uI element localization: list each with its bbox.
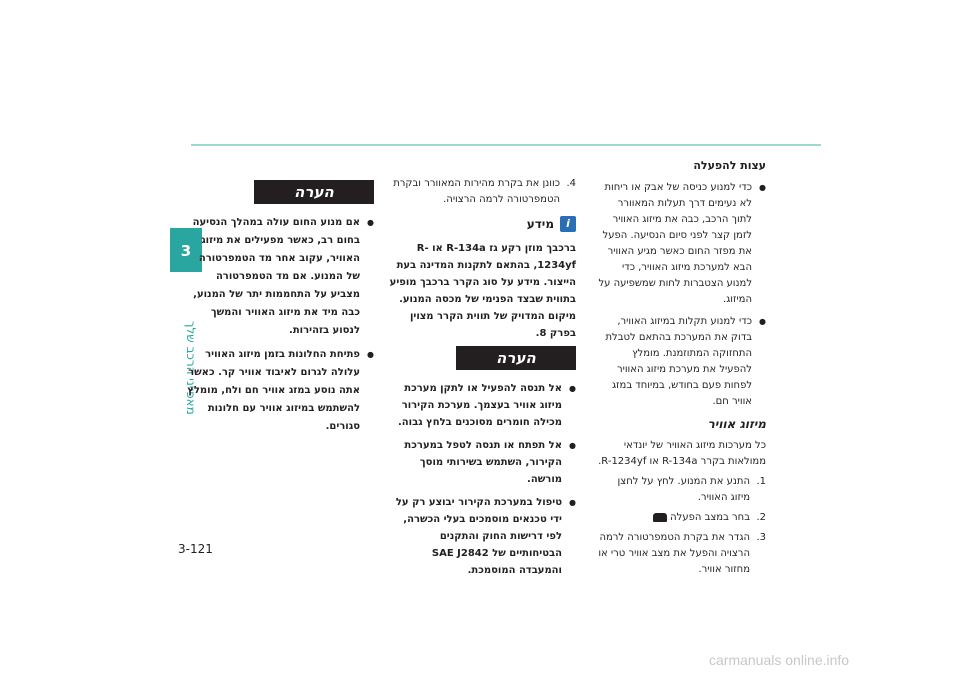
step-1-number: 1. (756, 476, 766, 487)
warning-banner-left: הערה (254, 180, 374, 204)
chapter-title: מאפייני הרכב שלך (184, 321, 198, 415)
warning-bullet-3: ● טיפול במערכת הקירור יבוצע רק על ידי טכנאים מוסמכים בעלי הכשרה, לפי דרישות החוק והתקנים הבטיחותיים של SAE J2842 והמעבדה המוסמכת. (388, 494, 576, 579)
middle-column (388, 176, 576, 585)
step-3 (598, 530, 766, 578)
step-4-number: 4. (566, 178, 576, 189)
info-note-label: מידע (526, 217, 554, 231)
refrigerant-intro: כל מערכות מיזוג האוויר של יונדאי ממולאות בקרר R-134a או R-1234yf. (598, 440, 766, 467)
operating-tips-heading: עצות להפעלה (693, 159, 766, 172)
step-2-text: בחר במצב הפעלה (670, 512, 750, 523)
info-note-text: ברכבך מוזן רקע גז R-134a או R-1234yf, בהתאם לתקנות המדינה בעת הייצור. מידע על סוג הקרר ברכבך מופיע בתווית שבצד הפנימי של מכסה המנוע. מיקום המדויק של תווית הקרר מצוין בפרק 8. (389, 243, 576, 339)
step-2-number: 2. (756, 512, 766, 523)
top-divider-rule (191, 144, 821, 146)
warning-bullet-1: ● אל תנסה להפעיל או לתקן מערכת מיזוג אוויר בעצמך. מערכת הקירור מכילה חומרים מסוכנים בלחץ גבוה. (388, 380, 576, 431)
step-2 (598, 510, 766, 526)
warning-banner: הערה (456, 346, 576, 370)
caution-bullet-2: ● פתיחת החלונות בזמן מיזוג האוויר עלולה לגרום לאיבוד אוויר קר. כאשר אתה נוסע במזג אוויר חם ולח, מומלץ להשתמש במיזוג אוויר עם חלונות סגורים. (186, 346, 374, 436)
tip-bullet-1: ● כדי למנוע כניסה של אבק או ריחות לא נעימים דרך תעלות המאוורר לתוך הרכב, כבה את מיזוג האוויר לזמן קצר לפני סיום הנסיעה. הפעל את מפזר החום כאשר מגיע האוויר הבא למערכת מיזוג האוויר, כדי למנוע הצטברות לחות שמשפיעה על המיזוג. (598, 180, 766, 308)
step-4 (388, 176, 576, 208)
info-note-header (388, 216, 576, 232)
step-1-text: התנע את המנוע. לחץ על לחצן מיזוג האוויר. (617, 476, 750, 503)
tip-bullet-2: ● כדי למנוע תקלות במיזוג האוויר, בדוק את המערכת בהתאם לטבלת התחזוקה המתוזמנת. מומלץ להפעיל את מערכת מיזוג האוויר לפחות פעם בחודש, במיוחד במזג אוויר חם. (598, 314, 766, 410)
right-column (598, 158, 766, 582)
page-number: 3-121 (178, 542, 213, 556)
step-3-number: 3. (756, 532, 766, 543)
chapter-number: 3 (180, 242, 192, 260)
step-4-text: כוונן את בקרת מהירות המאוורר ובקרת הטמפרטורה לרמה הרצויה. (393, 178, 560, 205)
air-conditioning-heading: מיזוג אוויר (707, 417, 766, 431)
watermark: carmanuals online.info (709, 652, 850, 668)
left-column (186, 176, 374, 442)
defrost-mode-icon (653, 513, 667, 522)
info-icon: i (560, 216, 576, 232)
caution-bullet-1: ● אם מנוע החום עולה במהלך הנסיעה בחום רב, כאשר מפעילים את מיזוג האוויר, עקוב אחר מד הטמפרטורה של המנוע. אם מד הטמפרטורה מצביע על התחממות יתר של המנוע, כבה מיד את מיזוג האוויר והמשך לנסוע בזהירות. (186, 214, 374, 340)
warning-bullet-2: ● אל תפתח או תנסה לטפל במערכת הקירור, השתמש בשירותי מוסך מורשה. (388, 437, 576, 488)
step-3-text: הגדר את בקרת הטמפרטורה לרמה הרצויה והפעל את מצב אוויר טרי או מחזור אוויר. (598, 532, 750, 575)
step-1 (598, 474, 766, 506)
